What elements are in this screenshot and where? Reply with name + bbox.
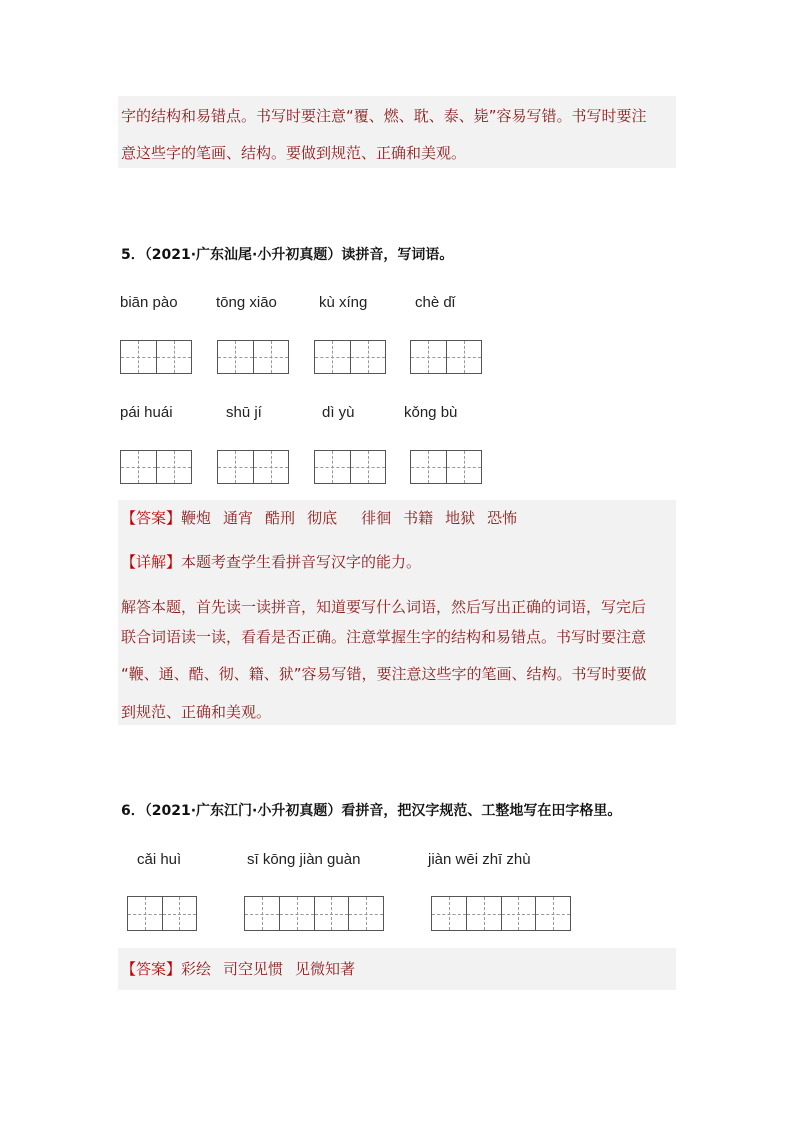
question-6-title (121, 800, 621, 820)
answer-word: 地狱 (445, 509, 476, 527)
detail-text: 本题考查学生看拼音写汉字的能力。 (181, 553, 422, 571)
explanation-line: 到规范、正确和美观。 (121, 703, 272, 721)
answer-word: 书籍 (403, 509, 434, 527)
pinyin-label: kù xíng (319, 294, 368, 311)
question-number: 5． (121, 247, 145, 263)
answer-tag: 【答案】 (121, 960, 182, 978)
question-text: （2021·广东汕尾·小升初真题）读拼音，写词语。 (144, 247, 454, 263)
tian-grid-box (217, 450, 289, 484)
tian-grid-box (120, 340, 192, 374)
tian-grid-box (127, 896, 197, 931)
explanation-line: 联合词语读一读，看看是否正确。注意掌握生字的结构和易错点。书写时要注意 (121, 628, 647, 646)
detail-tag: 【详解】 (121, 553, 182, 571)
answer-word: 酷刑 (265, 509, 296, 527)
question-number: 6． (121, 803, 145, 819)
tian-grid-box (120, 450, 192, 484)
answer-word: 彻底 (307, 509, 338, 527)
pinyin-label: dì yù (322, 404, 355, 421)
tian-grid-box (410, 340, 482, 374)
tian-grid-box (314, 450, 386, 484)
question-text: （2021·广东江门·小升初真题）看拼音，把汉字规范、工整地写在田字格里。 (144, 803, 622, 819)
pinyin-label: tōng xiāo (216, 294, 277, 311)
explanation-line: “鞭、通、酷、彻、籍、狱”容易写错，要注意这些字的笔画、结构。书写时要做 (121, 665, 647, 683)
question-5-title (121, 244, 453, 264)
pinyin-label: chè dǐ (415, 294, 456, 311)
answer-tag: 【答案】 (121, 509, 182, 527)
explanation-line: 解答本题，首先读一读拼音，知道要写什么词语，然后写出正确的词语，写完后 (121, 598, 647, 616)
detail-line (121, 552, 421, 572)
answer-word: 见微知著 (295, 960, 356, 978)
pinyin-label: sī kōng jiàn guàn (247, 851, 361, 868)
explanation-line: 意这些字的笔画、结构。要做到规范、正确和美观。 (121, 144, 467, 162)
pinyin-label: kǒng bù (404, 404, 458, 421)
pinyin-label: pái huái (120, 404, 173, 421)
tian-grid-box (314, 340, 386, 374)
tian-grid-box (244, 896, 384, 931)
answer-line (121, 959, 355, 979)
tian-grid-box (410, 450, 482, 484)
answer-word: 通宵 (223, 509, 254, 527)
answer-word: 鞭炮 (181, 509, 212, 527)
answer-word: 徘徊 (361, 509, 392, 527)
pinyin-label: jiàn wēi zhī zhù (428, 851, 531, 868)
answer-word: 彩绘 (181, 960, 212, 978)
pinyin-label: cǎi huì (137, 851, 182, 868)
tian-grid-box (217, 340, 289, 374)
pinyin-label: shū jí (226, 404, 262, 421)
answer-line (121, 508, 517, 528)
explanation-line: 字的结构和易错点。书写时要注意“覆、燃、耽、泰、毙”容易写错。书写时要注 (121, 107, 647, 125)
tian-grid-box (431, 896, 571, 931)
answer-word: 司空见惯 (223, 960, 284, 978)
answer-word: 恐怖 (487, 509, 518, 527)
pinyin-label: biān pào (120, 294, 178, 311)
